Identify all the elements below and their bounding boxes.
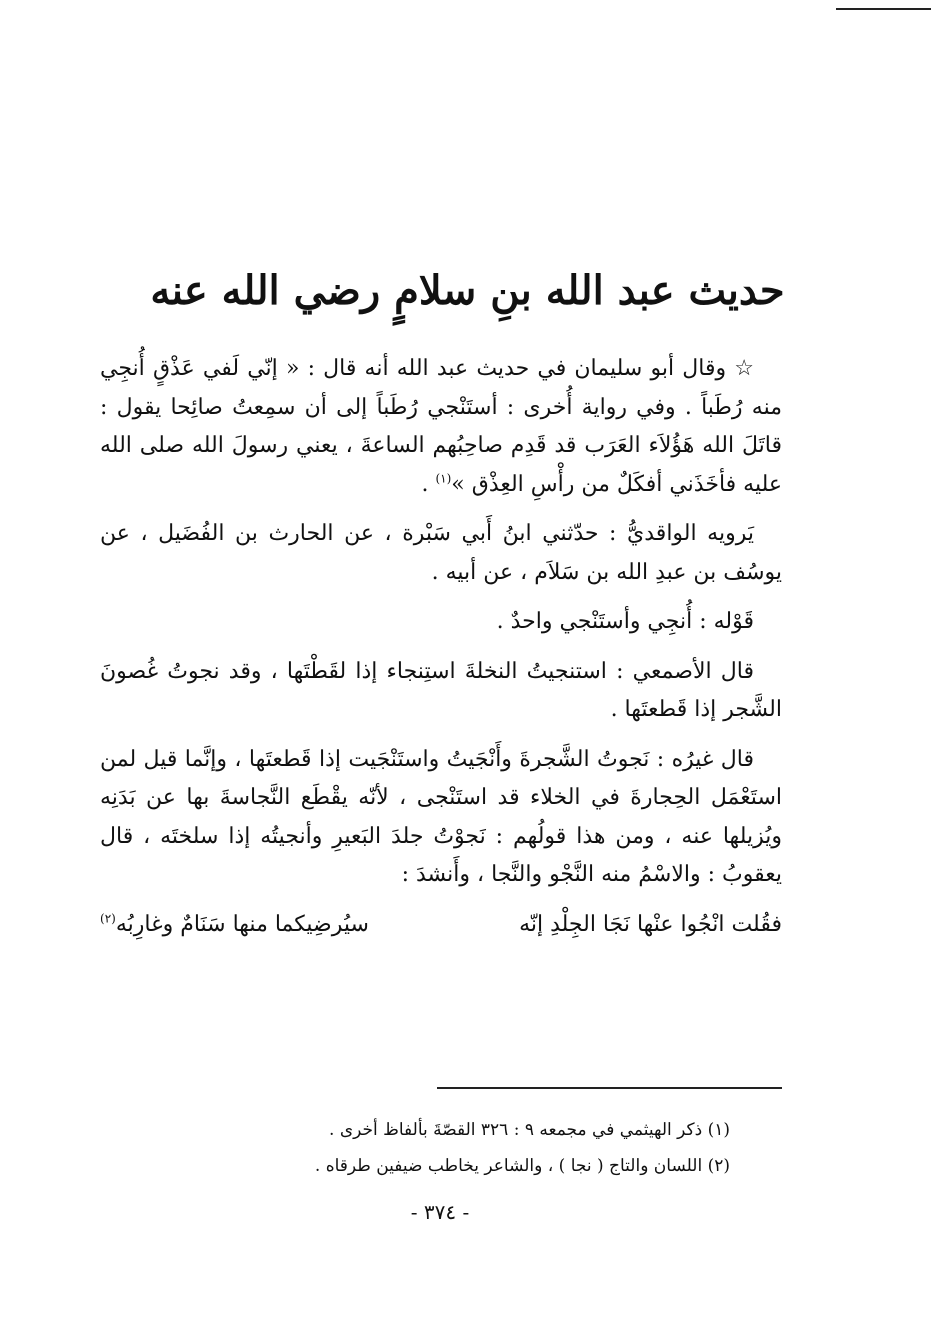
paragraph-1 [100,350,782,504]
footnotes [300,1112,730,1184]
verse-second-hemistich-wrap [100,906,369,945]
paragraph-3: قَوْله : أُنجِي وأستَنْجي واحدٌ . [496,609,754,634]
footnote-2: (٢) اللسان والتاج ( نجا ) ، والشاعر يخاطب ضيفين طرقاه . [314,1156,730,1176]
footnote-ref-1: (١) [435,471,452,486]
page-number: - ٣٧٤ - [410,1200,470,1224]
paragraph-5: قال غيرُه : نَجوتُ الشَّجرةَ وأَنْجَيتُ واستَنْجَيت إذا قَطعتَها ، وإنَّما قيل لمن استَعْمَل الحِجارةَ في الخلاء قد استَنْجى ، لأنّه يقْطَع النَّجاسةَ بها عن بَدَنِه ويُزيلها عنه ، ومن هذا قولُهم : نَجوْتُ جلدَ البَعيرِ وأنجيتُه إذا سلختَه ، قال يعقوبُ : والاسْمُ منه النَّجْو والنَّجا ، وأَنشدَ : [100,746,782,887]
top-rule [836,8,931,10]
poetry-verse [100,906,782,945]
paragraph-1-tail: . [421,471,436,497]
paragraph-4: قال الأصمعي : استنجيتُ النخلةَ استِنجاء إذا لقَطْتَها ، وقد نجوتُ غُصونَ الشَّجر إذا قَطعتَها . [100,658,782,722]
verse-second-hemistich: سيُرضِيكما منها سَنَامٌ وغارِبُه [115,911,369,937]
paragraph-2: يَرويه الواقديُّ : حدّثني ابنُ أَبي سَبْرة ، عن الحارث بن الفُضَيل ، عن يوسُف بن عبدِ الله بن سَلاَم ، عن أبيه . [100,521,782,585]
page-title: حديث عبد الله بنِ سلامٍ رضي الله عنه [150,266,785,314]
footnote-1: (١) ذكر الهيثمي في مجمعه ٩ : ٣٢٦ القصّةَ بألفاظ أخرى . [329,1120,730,1140]
paragraph-1-text: ☆ وقال أبو سليمان في حديث عبد الله أنه قال : « إنّي لَفي عَذْقٍ أُنجِي منه رُطَباً . وفي رواية أُخرى : أستَنْجي رُطَباً إلى أن سمِعتُ صائِحا يقول : قاتَلَ الله هَؤُلاَء العَرَب قد قَدِم صاحِبُهم الساعةَ ، يعني رسولَ الله صلى الله عليه فأخَذَني أفكَلٌ من رأْسِ العِذْق » [100,356,782,497]
footnote-divider [437,1087,782,1089]
main-text [100,350,782,944]
footnote-ref-2: (٢) [100,911,116,926]
verse-first-hemistich: فقُلت انْجُوا عنْها نَجَا الجِلْدِ إنّه [519,911,782,937]
